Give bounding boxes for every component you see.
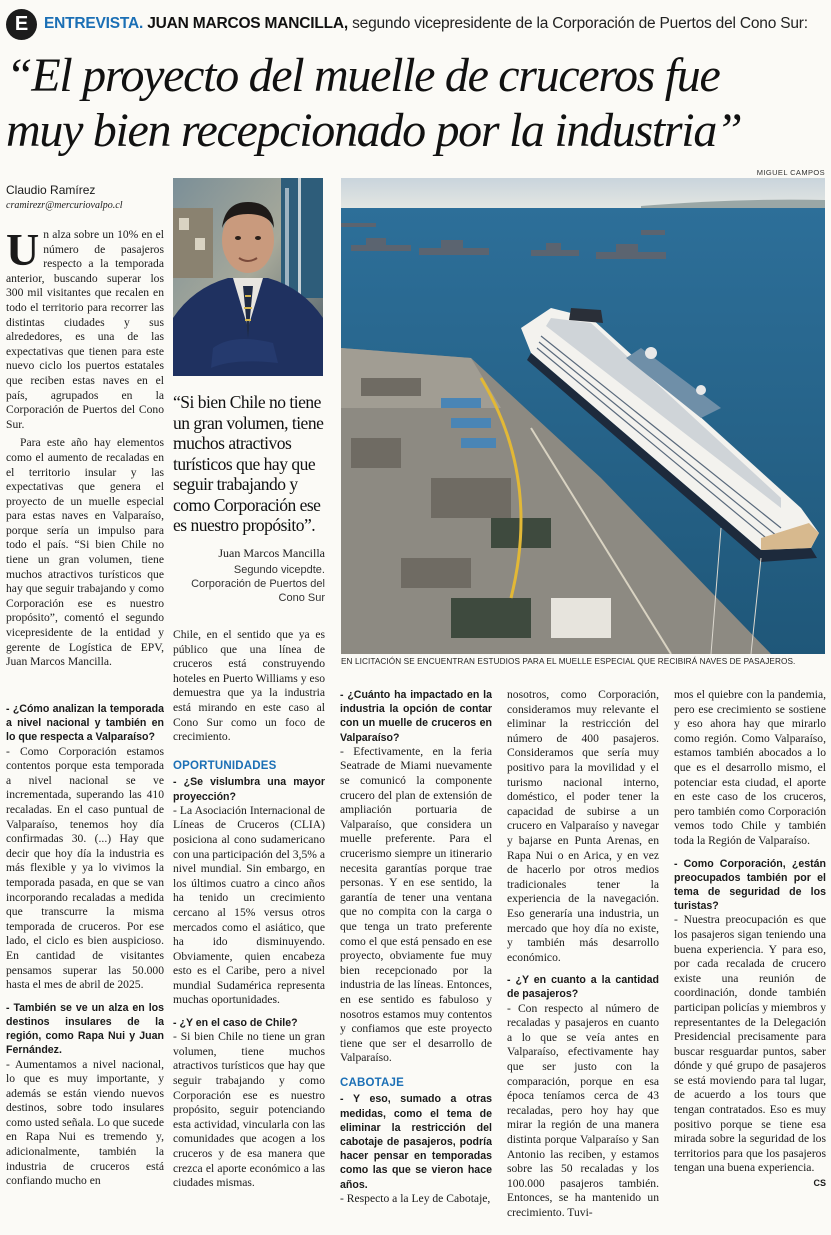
answer-3: - La Asociación Internacional de Líneas de Cruceros (CLIA) posiciona al cono sudamericano con una participación del 3,5% a nivel mundial. Sin embargo, en los últimos cuatro a cinco años ha tenido un crecimiento cercano al 15% versus otros mercados como el asiático, que ha ido disminuyendo. Obviamente, quien encabeza esto es el Caribe, pero a nivel mundial Sudamérica representa muchas oportunidades. — [173, 803, 325, 1007]
byline-author: Claudio Ramírez — [6, 183, 96, 197]
column-1 — [6, 702, 164, 1230]
question-4: - ¿Y en el caso de Chile? — [173, 1017, 298, 1030]
lead-paragraph-1: Un alza sobre un 10% en el número de pasajeros respecto a la temporada anterior, buscando superar los 300 mil visitantes que recalen en todo el territorio para recorrer las distintas ciudades y sus alrededores, es una de las expectativas que tienen para este nuevo ciclo los puertos estatales que reciben estas naves en el país, agrupados en la Corporación de Puertos del Cono Sur. — [6, 228, 164, 431]
answer-4: - Si bien Chile no tiene un gran volumen, tiene muchos atractivos turísticos que hay que seguir trabajando y como Corporación ese es nuestro propósito, seguir potenciando esta actividad, vincularla con las comunidades que acogen a los cruceros y de esa manera que crezca el aporte económico a las ciudades mismas. — [173, 1030, 325, 1190]
interviewee-role: segundo vicepresidente de la Corporación de Puertos del Cono Sur: — [352, 15, 808, 32]
lead-column — [6, 228, 164, 688]
continued-text: nosotros, como Corporación, consideramos muy relevante el eliminar la restricción del número de 400 pasajeros. Consideramos que sería muy positivo para la movilidad y el turismo nacional interno, doméstico, el poder tener la capacidad de subirse a un crucero en Valparaíso y navegar y bajarse en Punta Arenas, en Rapa Nui o en Arica, y en vez de hacerlo por otros medios tradicionales tener la experiencia de la navegación. Eso generaría una industria, un mercado que hoy día no existe, y también más desarrollo económico. — [507, 688, 659, 964]
answer-6: - Respecto a la Ley de Cabotaje, — [340, 1191, 491, 1205]
pullquote-text: “Si bien Chile no tiene un gran volumen, tiene muchos atractivos turísticos que hay que seguir trabajando y como Corporación ese es nuestro propósito”. — [173, 392, 324, 535]
question-7: - ¿Y en cuanto a la cantidad de pasajeros? — [507, 974, 659, 1001]
kicker: ENTREVISTA. — [44, 15, 144, 32]
question-5: - ¿Cuánto ha impactado en la industria la opción de contar con un muelle de cruceros en Valparaíso? — [340, 689, 492, 744]
pullquote-name: Juan Marcos Mancilla — [218, 545, 325, 560]
drop-cap: U — [6, 228, 40, 275]
question-6: - Y eso, sumado a otras medidas, como el tema de eliminar la restricción del cabotaje de pasajeros, podría hacer pensar en temporadas como las que se vieron hace años. — [340, 1093, 492, 1191]
column-3 — [340, 688, 492, 1230]
section-header — [6, 8, 826, 42]
answer-5: - Efectivamente, en la feria Seatrade de Miami nuevamente se comunicó la componente crucero del plan de extensión de ampliación portuaria de Valparaíso, que considera un muelle preferente. Para el crucerismo siempre un itinerario necesita garantías porque trae personas. Y en ese sentido, la garantía de tener una ventana que no compita con la carga o que tenga un trato preferente como el que está pensado en ese proyecto, obviamente fue muy bien recepcionado por la industria de las líneas. Entonces, en ese sentido es fabuloso y nosotros estamos muy contentos y confiamos que este proyecto tiene que ser el desarrollo de Valparaíso. — [340, 744, 492, 1065]
headline-line-2: muy bien recepcionado por la industria” — [6, 104, 742, 157]
column-4 — [507, 688, 659, 1230]
continued-text: mos el quiebre con la pandemia, pero ese crecimiento se sostiene y eso ahora hay que mirarlo como región. Como Valparaíso, estamos también abocados a lo que es el desarrollo mismo, el potenciar esta ciudad, el aporte en este caso de los cruceros, pero también como Corporación vemos todo Chile y también toda la Región de Valparaíso. — [674, 688, 826, 847]
column-2 — [173, 628, 325, 1230]
headline — [6, 48, 828, 158]
answer-8: - Nuestra preocupación es que los pasajeros sigan teniendo una buena experiencia. Y para eso, por cada recalada de crucero existe una reunión de coordinación, donde también participan policías y miembros y representantes de la Delegación Presidencial precisamente para buscar resguardar puntos, saber dónde y qué grupo de pasajeros se está moviendo para tal lugar, de acuerdo a los tours que tengan contratados. Eso es muy positivo porque se tiene esa mirada sobre la seguridad de los territorios para que los pasajeros tengan una buena experiencia. CS — [674, 913, 826, 1176]
entrevista-badge: E — [6, 9, 37, 40]
headline-line-1: “El proyecto del muelle de cruceros fue — [6, 49, 720, 102]
photo-caption: EN LICITACIÓN SE ENCUENTRAN ESTUDIOS PARA EL MUELLE ESPECIAL QUE RECIBIRÁ NAVES DE PASAJEROS. — [341, 657, 796, 666]
question-1: - ¿Cómo analizan la temporada a nivel nacional y también en lo que respecta a Valparaíso? — [6, 703, 164, 744]
question-3: - ¿Se vislumbra una mayor proyección? — [173, 776, 325, 803]
pullquote-role: Segundo vicepdte. Corporación de Puertos del Cono Sur — [191, 563, 325, 604]
header-kicker-line — [44, 15, 831, 33]
section-heading-oportunidades: OPORTUNIDADES — [173, 759, 277, 772]
column-5 — [674, 688, 826, 1230]
photo-credit: MIGUEL CAMPOS — [756, 168, 825, 177]
continued-text: Chile, en el sentido que ya es público que una línea de cruceros está construyendo hoteles en Puerto Williams y eso demuestra que ya la industria está mirando en este caso al Cono Sur como un foco de crecimiento. — [173, 628, 325, 744]
cruise-port-photo — [341, 178, 825, 654]
question-2: - También se ve un alza en los destinos insulares de la región, como Rapa Nui y Juan Fernández. — [6, 1001, 164, 1057]
byline — [6, 183, 166, 211]
lead-paragraph-2: Para este año hay elementos como el aumento de recaladas en el territorio insular y las expectativas que genera el proyecto de un muelle especial para estas naves en Valparaíso, porque sería un impulso para todo el país. “Si bien Chile no tiene un gran volumen, tiene muchos atractivos turísticos que hay que seguir trabajando y como Corporación ese es nuestro propósito”, comentó el segundo vicepresidente de la entidad y gerente de Logística de EPV, Juan Marcos Mancilla. — [6, 436, 164, 669]
portrait-photo — [173, 178, 323, 376]
question-8: - Como Corporación, ¿están preocupados también por el tema de seguridad de los turistas? — [674, 857, 826, 913]
answer-7: - Con respecto al número de recaladas y pasajeros en cuanto a lo que se veía antes en Valparaíso, efectivamente hay que ser justo con la comparación, porque en esa época teníamos cerca de 43 recaladas, pero hoy hay que mirar la región de una manera distinta porque Valparaíso y San Antonio las reciben, y estamos sobre las 50 recaladas y los 100.000 pasajeros también. Entonces, se ha mantenido un crecimiento. Tuvi- — [507, 1001, 659, 1219]
answer-1: - Como Corporación estamos contentos porque esta temporada a nivel nacional se ve incrementada, superando las 410 recaladas. En el caso puntual de Valparaíso, tenemos hoy día confirmadas 30. (...) Hay que decir que hoy día la industria es más flexible y ya lo vivimos la temporada pasada, en que se van incorporando recaladas a medida que transcurre la misma temporada de cruceros. Por ese lado, el ciclo es bien auspicioso. En cantidad de visitantes pensamos superar las 50.000 hasta el mes de abril de 2025. — [6, 744, 164, 992]
answer-2: - Aumentamos a nivel nacional, lo que es muy importante, y además se están viendo nuevos destinos, sobre todo insulares como usted señala. Lo que sucede en Rapa Nui es tremendo y, adicionalmente, también la industria de cruceros está confiando mucho en — [6, 1057, 164, 1188]
pullquote — [173, 392, 325, 605]
interviewee-name: JUAN MARCOS MANCILLA, — [147, 15, 348, 32]
end-mark: CS — [813, 1178, 826, 1189]
section-heading-cabotaje: CABOTAJE — [340, 1076, 405, 1089]
byline-email: cramirezr@mercuriovalpo.cl — [6, 200, 123, 211]
